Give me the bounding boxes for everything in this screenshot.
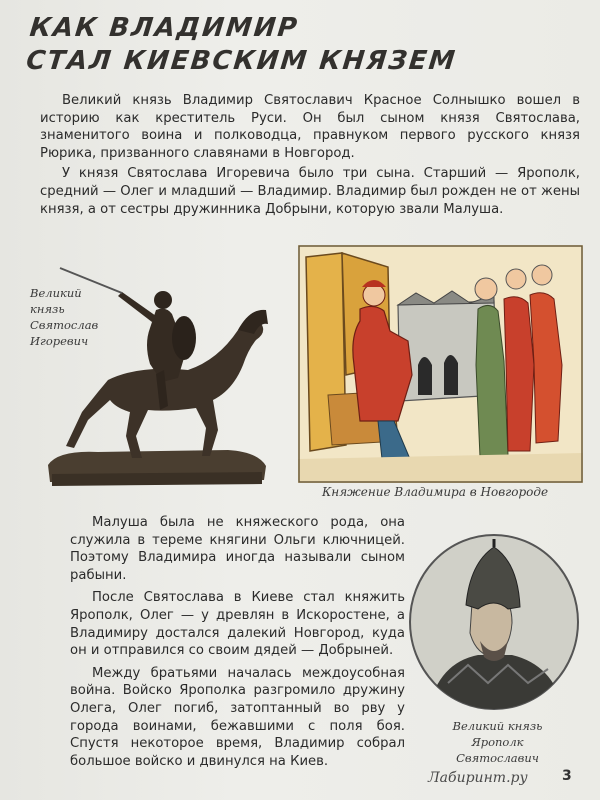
caption-sviatoslav <box>30 285 120 349</box>
title-line-2: СТАЛ КИЕВСКИМ КНЯЗЕМ <box>24 46 459 76</box>
body-paragraph-2: После Святослава в Киеве стал княжить Ярополк, Олег — у древлян в Искоростене, а Владимиру достался далекий Новгород, куда он и отправился со своим дядей — Добрыней. <box>70 590 405 659</box>
caption-sviatoslav-line: Игоревич <box>30 334 89 348</box>
intro-text <box>40 92 580 218</box>
caption-sviatoslav-line: князь <box>30 302 65 316</box>
watermark: Лабиринт.ру <box>428 770 528 786</box>
caption-yaropolk-line: Ярополк <box>471 735 524 749</box>
caption-novgorod: Княжение Владимира в Новгороде <box>322 485 549 499</box>
main-text <box>70 514 405 770</box>
body-paragraph-3: Между братьями началась междоусобная война. Войско Ярополка разгромило дружину Олега, Олег погиб, затоптанный во рву у города воинами, бежавшими с поля боя. Спустя некоторое время, Владимир собрал большое войско и двинулся на Киев. <box>70 665 405 769</box>
yaropolk-portrait-illustration <box>408 533 580 711</box>
intro-paragraph-2: У князя Святослава Игоревича было три сына. Старший — Ярополк, средний — Олег и младший — Владимир. Владимир был рожден не от жены князя, а от сестры дружинника Добрыни, которую звали Малуша. <box>40 166 580 217</box>
intro-paragraph-1: Великий князь Владимир Святославич Красное Солнышко вошел в историю как креститель Руси. Он был сыном князя Святослава, знаменитого воина и полководца, правнуком первого русского князя Рюрика, призванного славянами в Новгород. <box>40 93 580 161</box>
caption-sviatoslav-line: Великий <box>30 286 82 300</box>
body-paragraph-1: Малуша была не княжеского рода, она служила в тереме княгини Ольги ключницей. Поэтому Владимира иногда называли сыном рабыни. <box>70 515 405 583</box>
caption-yaropolk-line: Святославич <box>456 751 539 765</box>
novgorod-fresco-illustration <box>298 245 583 483</box>
caption-yaropolk-line: Великий князь <box>452 719 543 733</box>
page-number: 3 <box>562 768 572 784</box>
caption-sviatoslav-line: Святослав <box>30 318 99 332</box>
page-title <box>25 12 462 78</box>
caption-yaropolk <box>430 718 565 766</box>
title-line-1: КАК ВЛАДИМИР <box>28 13 301 43</box>
